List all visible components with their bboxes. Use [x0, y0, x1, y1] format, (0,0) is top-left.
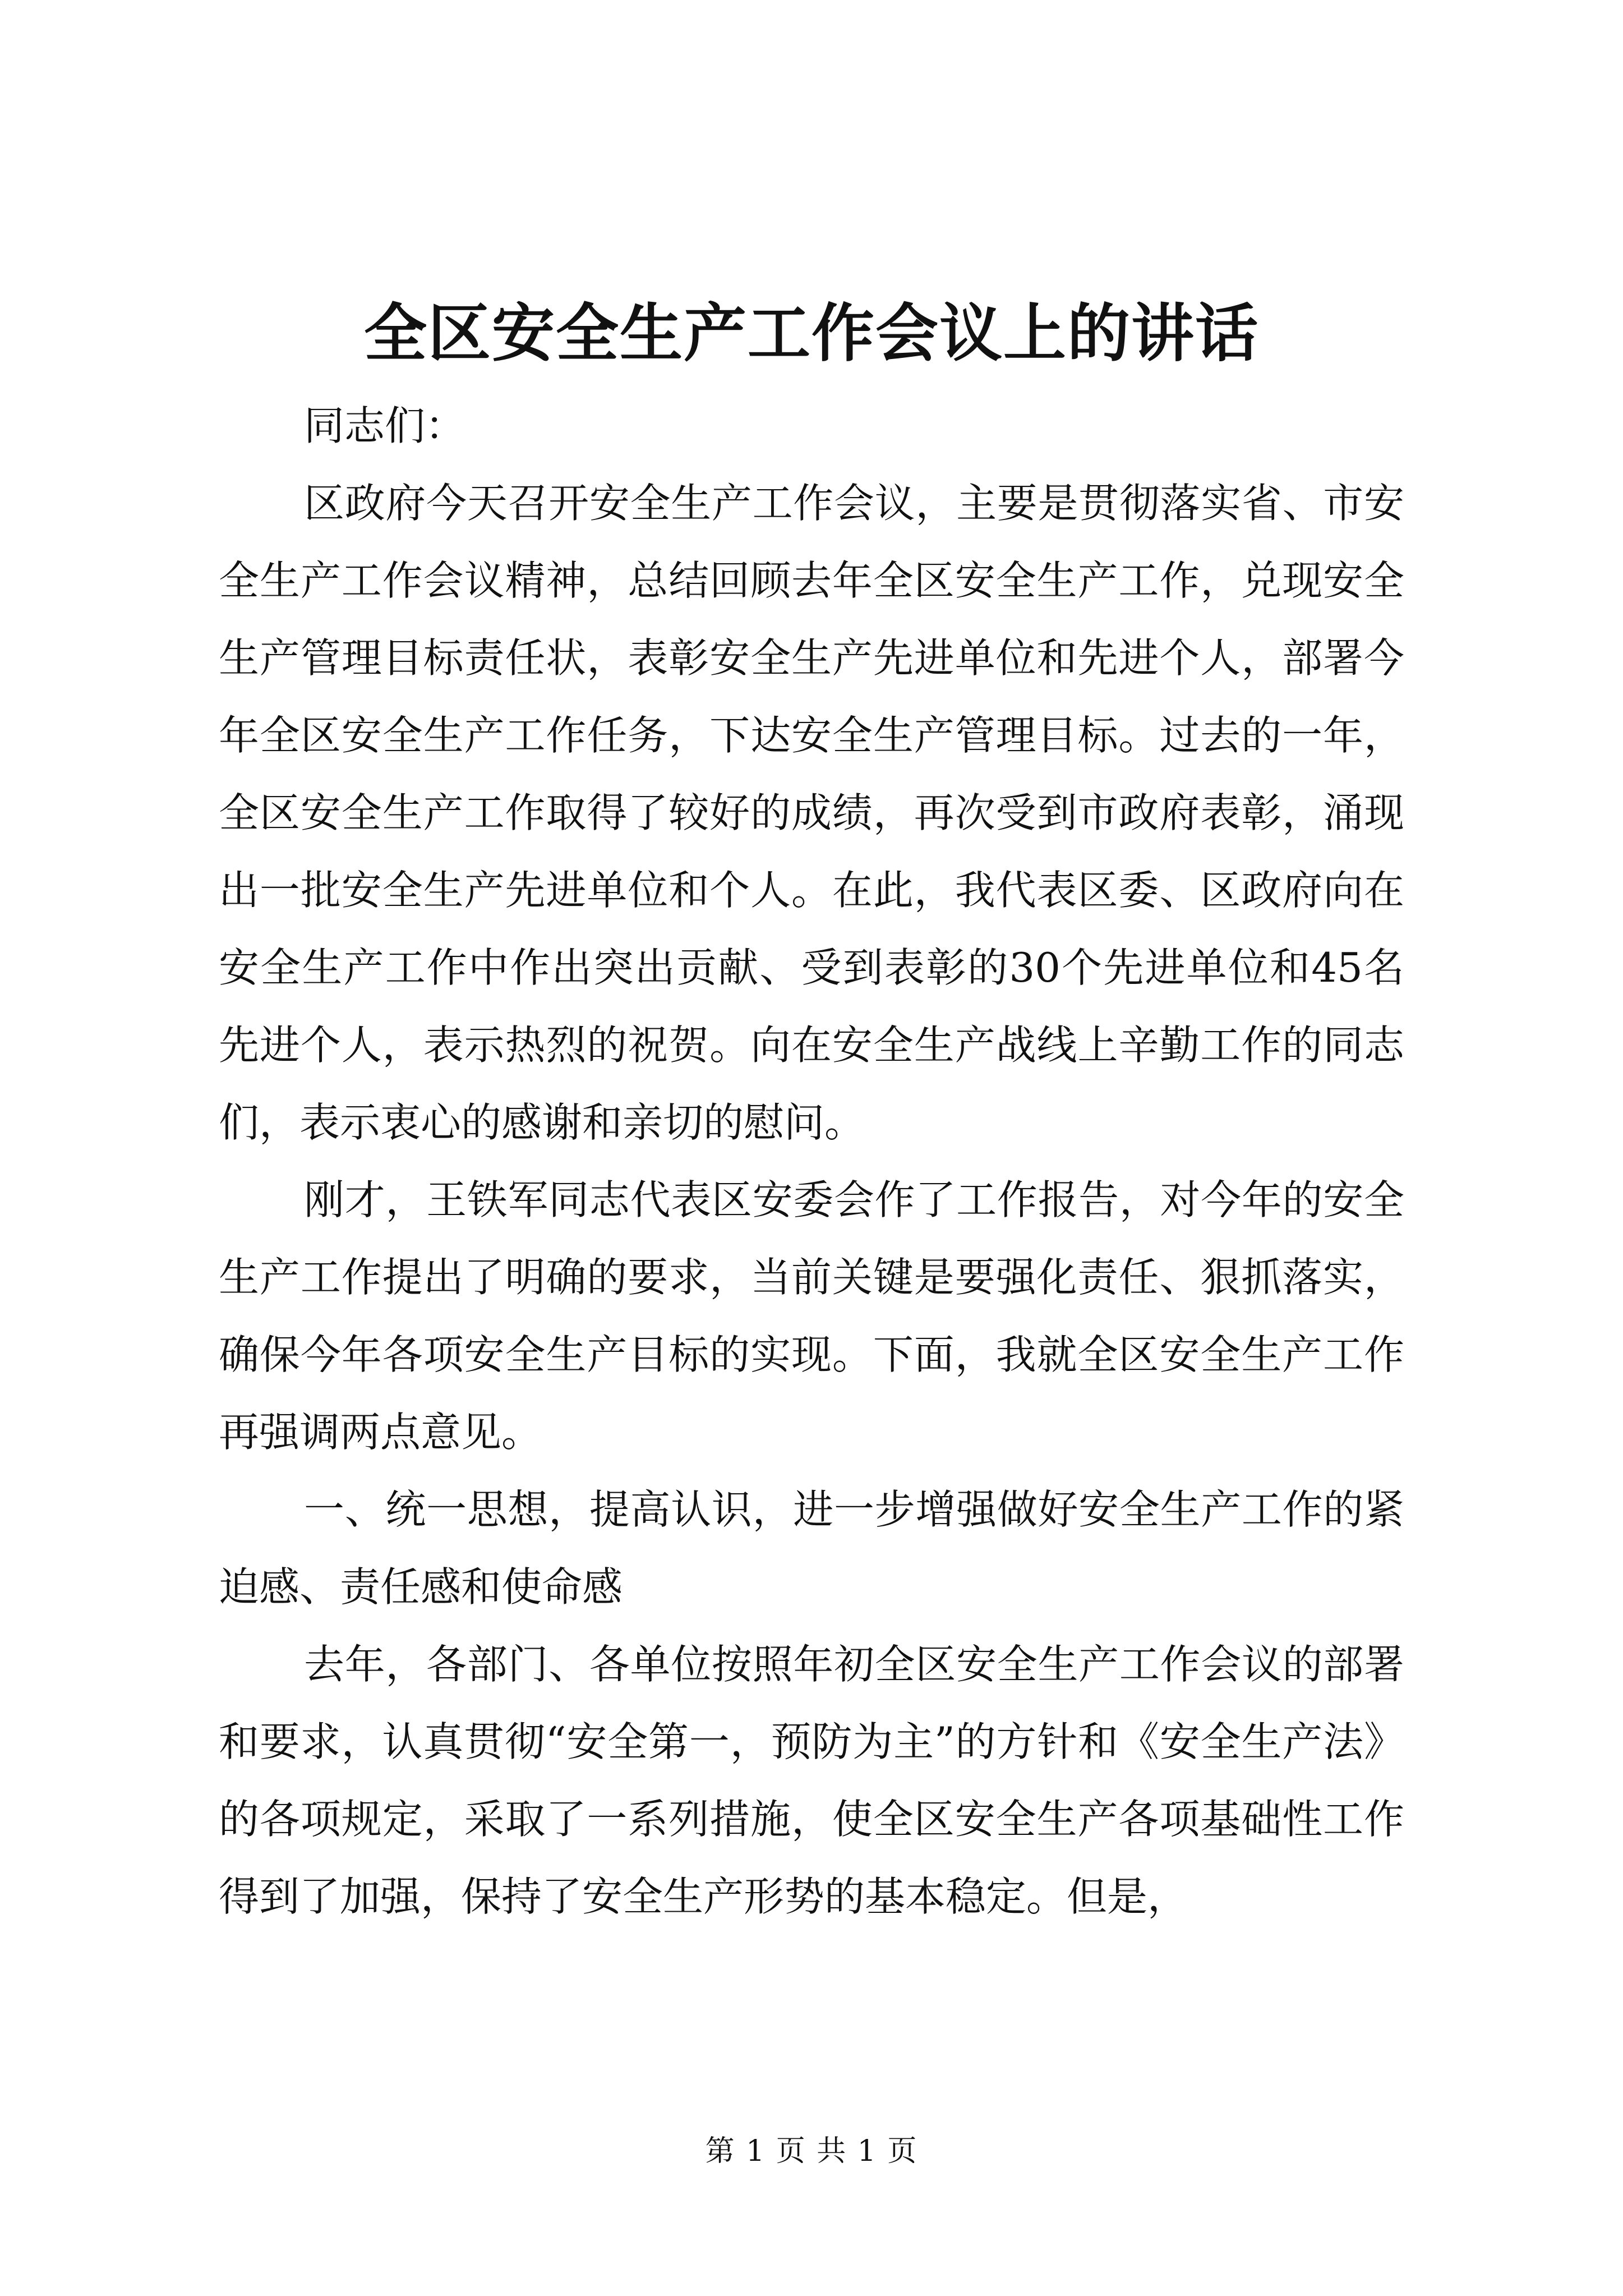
document-title: 全区安全生产工作会议上的讲话	[364, 297, 1259, 370]
paragraph-last-year: 去年，各部门、各单位按照年初全区安全生产工作会议的部署和要求，认真贯彻“安全第一，预防为主”的方针和《安全生产法》的各项规定，采取了一系列措施，使全区安全生产各项基础性工作得到了加强，保持了安全生产形势的基本稳定。但是，	[219, 1641, 1404, 1920]
page-footer: 第 1 页 共 1 页	[705, 2134, 918, 2168]
paragraph-report: 刚才，王铁军同志代表区安委会作了工作报告，对今年的安全生产工作提出了明确的要求，当前关键是要强化责任、狠抓落实，确保今年各项安全生产目标的实现。下面，我就全区安全生产工作再强调两点意见。	[219, 1176, 1404, 1456]
document-body	[219, 387, 1404, 1935]
paragraph-opening: 区政府今天召开安全生产工作会议，主要是贯彻落实省、市安全生产工作会议精神，总结回顾去年全区安全生产工作，兑现安全生产管理目标责任状，表彰安全生产先进单位和先进个人，部署今年全区安全生产工作任务，下达安全生产管理目标。过去的一年，全区安全生产工作取得了较好的成绩，再次受到市政府表彰，涌现出一批安全生产先进单位和个人。在此，我代表区委、区政府向在安全生产工作中作出突出贡献、受到表彰的30个先进单位和45名先进个人，表示热烈的祝贺。向在安全生产战线上辛勤工作的同志们，表示衷心的感谢和亲切的慰问。	[219, 480, 1404, 1146]
salutation: 同志们：	[304, 402, 466, 449]
section-heading-1: 一、统一思想，提高认识，进一步增强做好安全生产工作的紧迫感、责任感和使命感	[219, 1486, 1404, 1611]
